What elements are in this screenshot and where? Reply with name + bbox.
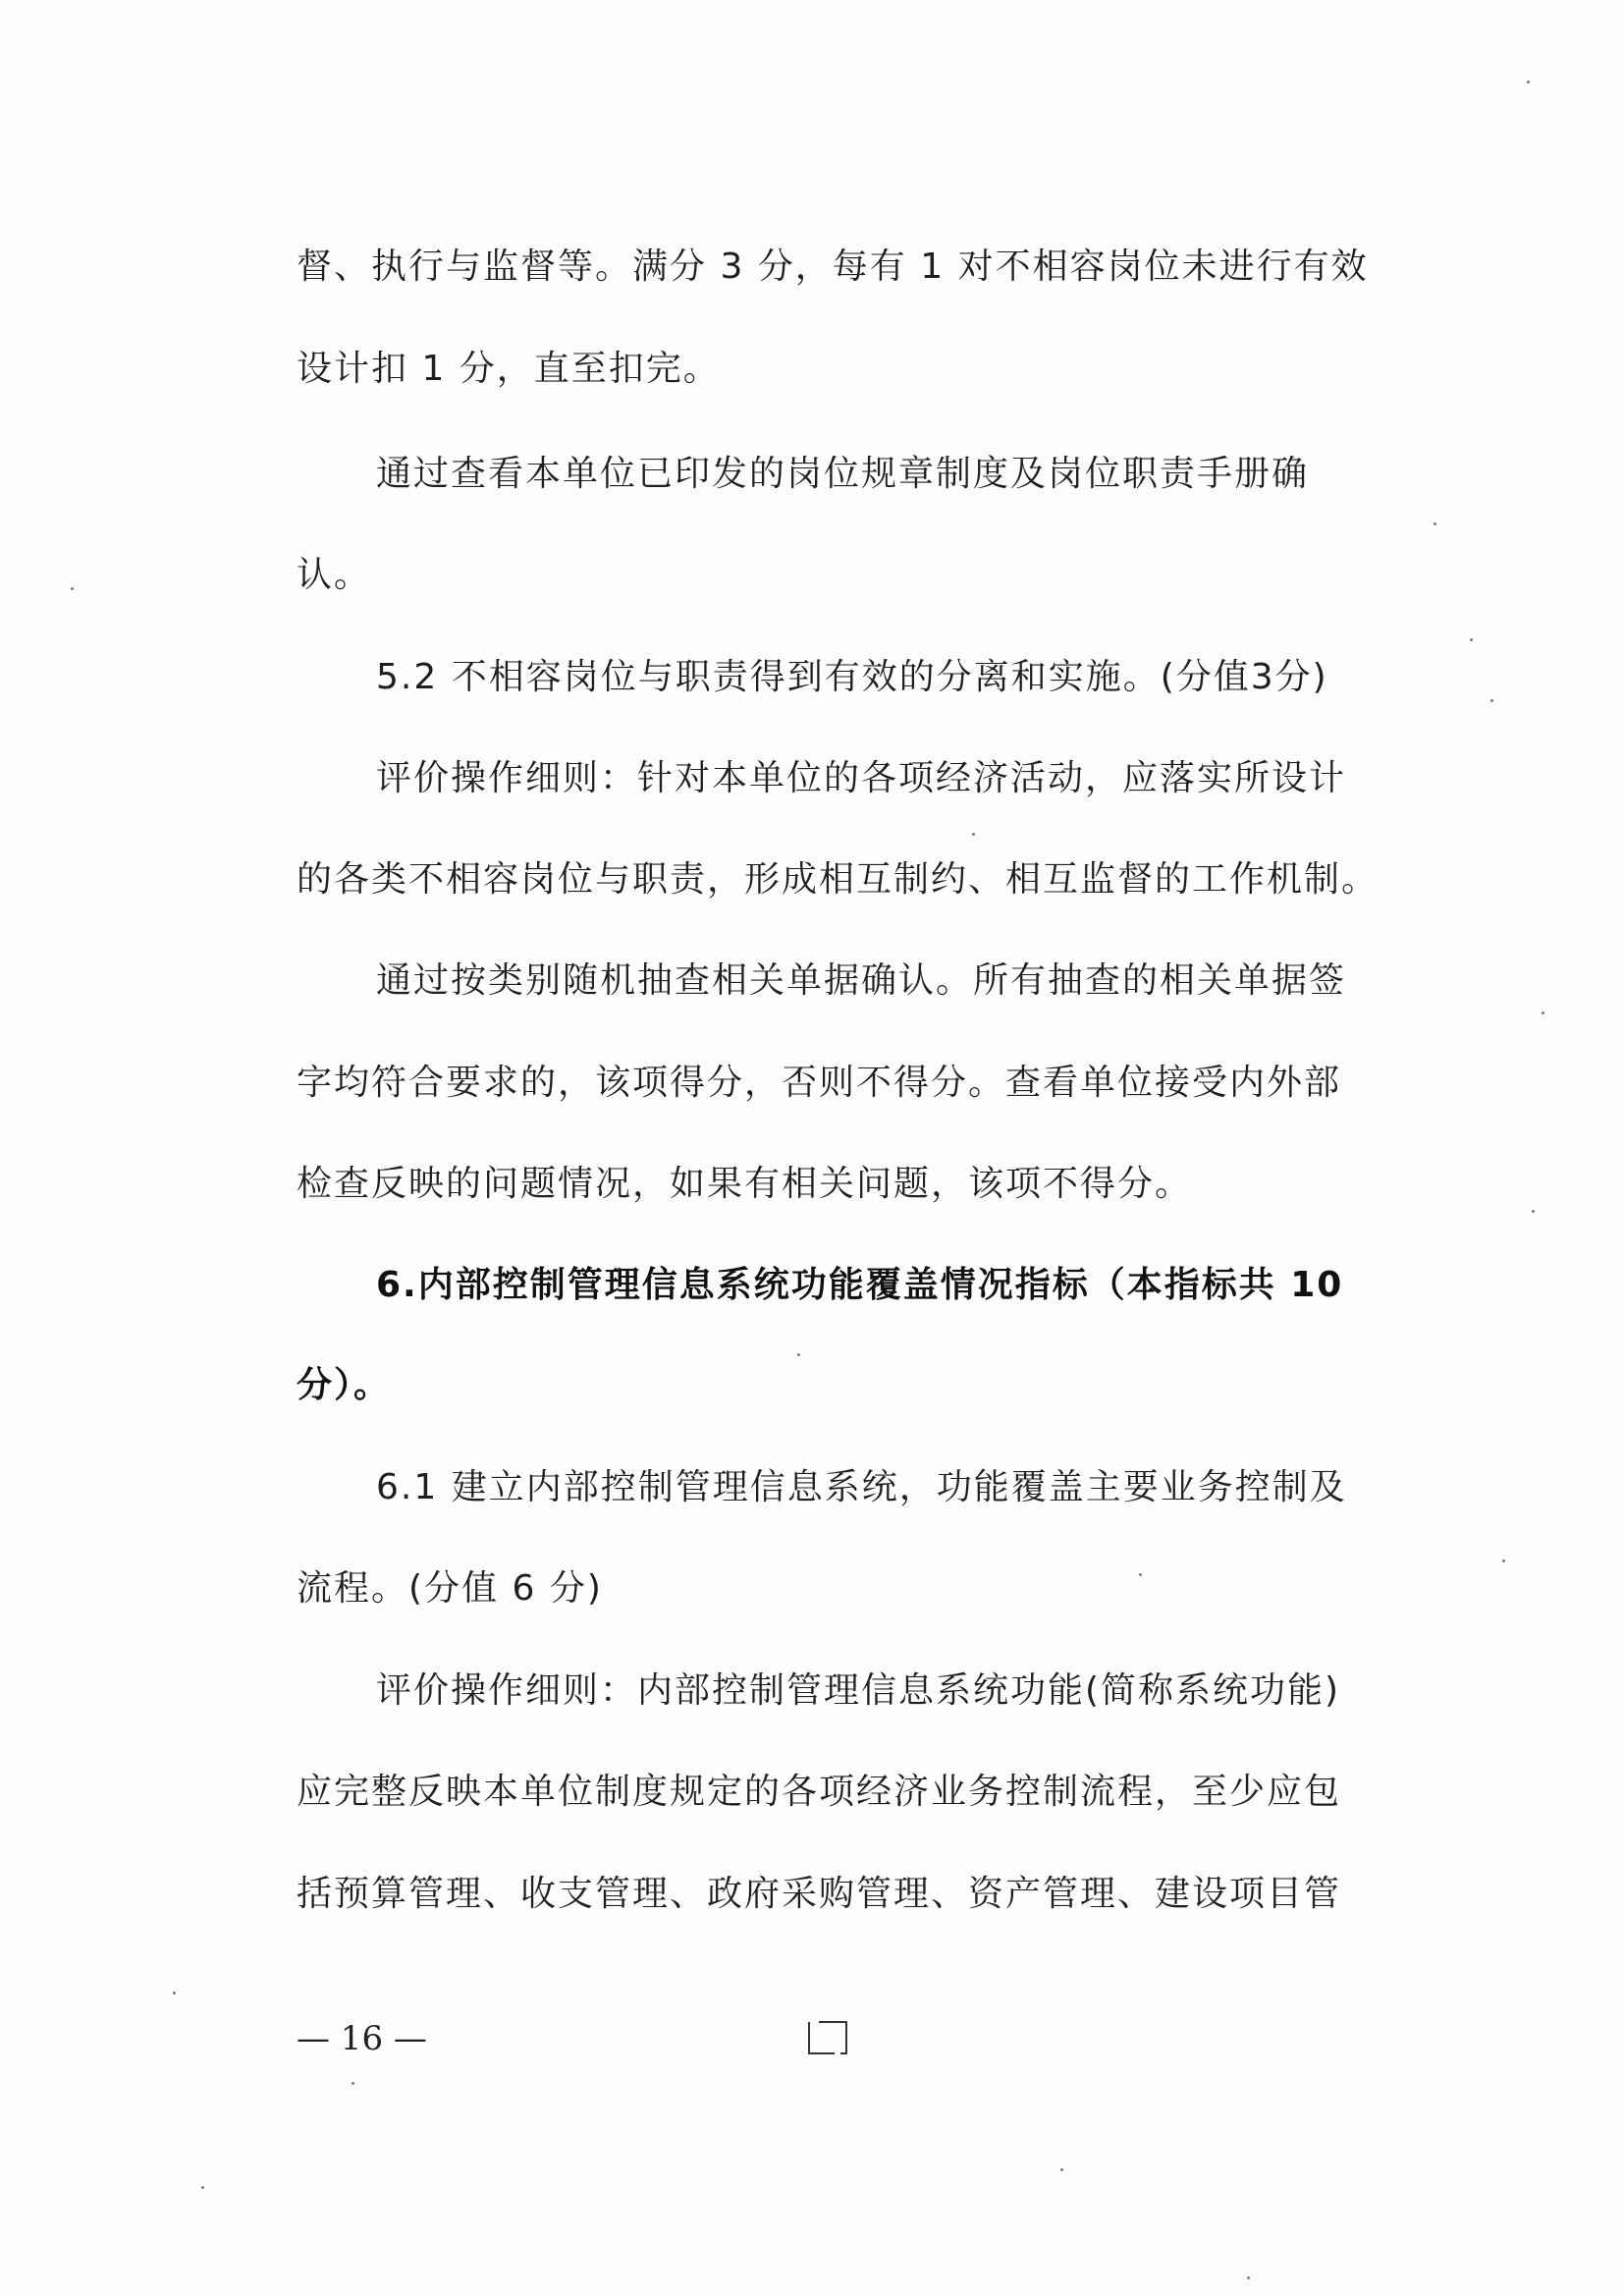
text-line: 设计扣 1 分，直至扣完。 (297, 349, 721, 389)
scan-speck (1247, 2276, 1250, 2279)
bracket-mark-icon (805, 2018, 850, 2057)
section-heading: 分）。 (297, 1365, 392, 1405)
scan-speck (1527, 81, 1530, 83)
text-line: 评价操作细则：内部控制管理信息系统功能(简称系统功能) (376, 1670, 1341, 1711)
scan-speck (173, 1992, 176, 1995)
scan-speck (972, 833, 975, 836)
scan-speck (1502, 1559, 1505, 1562)
text-line: 检查反映的问题情况，如果有相关问题，该项不得分。 (297, 1164, 1193, 1204)
text-line: 字均符合要求的，该项得分，否则不得分。查看单位接受内外部 (297, 1063, 1342, 1103)
page-number: — 16 — (297, 2019, 427, 2058)
scan-speck (1532, 1210, 1535, 1213)
text-line: 流程。(分值 6 分) (297, 1568, 603, 1609)
text-line: 通过按类别随机抽查相关单据确认。所有抽查的相关单据签 (376, 960, 1347, 1001)
scan-speck (1542, 1011, 1544, 1014)
scan-speck (1470, 638, 1473, 641)
text-line: 督、执行与监督等。满分 3 分，每有 1 对不相容岗位未进行有效 (297, 246, 1369, 287)
scan-speck (1490, 699, 1493, 702)
text-line: 6.1 建立内部控制管理信息系统，功能覆盖主要业务控制及 (376, 1467, 1347, 1507)
text-line: 通过查看本单位已印发的岗位规章制度及岗位职责手册确 (376, 454, 1310, 494)
section-heading: 6.内部控制管理信息系统功能覆盖情况指标（本指标共 10 (376, 1265, 1344, 1305)
text-line: 括预算管理、收支管理、政府采购管理、资产管理、建设项目管 (297, 1874, 1342, 1914)
scan-speck (352, 2082, 354, 2085)
text-line: 5.2 不相容岗位与职责得到有效的分离和实施。(分值3分) (376, 657, 1328, 697)
scan-speck (1060, 2168, 1063, 2171)
text-line: 应完整反映本单位制度规定的各项经济业务控制流程，至少应包 (297, 1772, 1342, 1812)
scan-speck (201, 2186, 204, 2189)
scan-speck (797, 1353, 800, 1356)
text-line: 的各类不相容岗位与职责，形成相互制约、相互监督的工作机制。 (297, 859, 1380, 900)
scan-speck (71, 587, 74, 590)
scan-speck (1139, 1573, 1142, 1576)
scan-speck (1434, 522, 1436, 525)
text-line: 认。 (297, 555, 372, 595)
text-line: 评价操作细则：针对本单位的各项经济活动，应落实所设计 (376, 758, 1347, 798)
